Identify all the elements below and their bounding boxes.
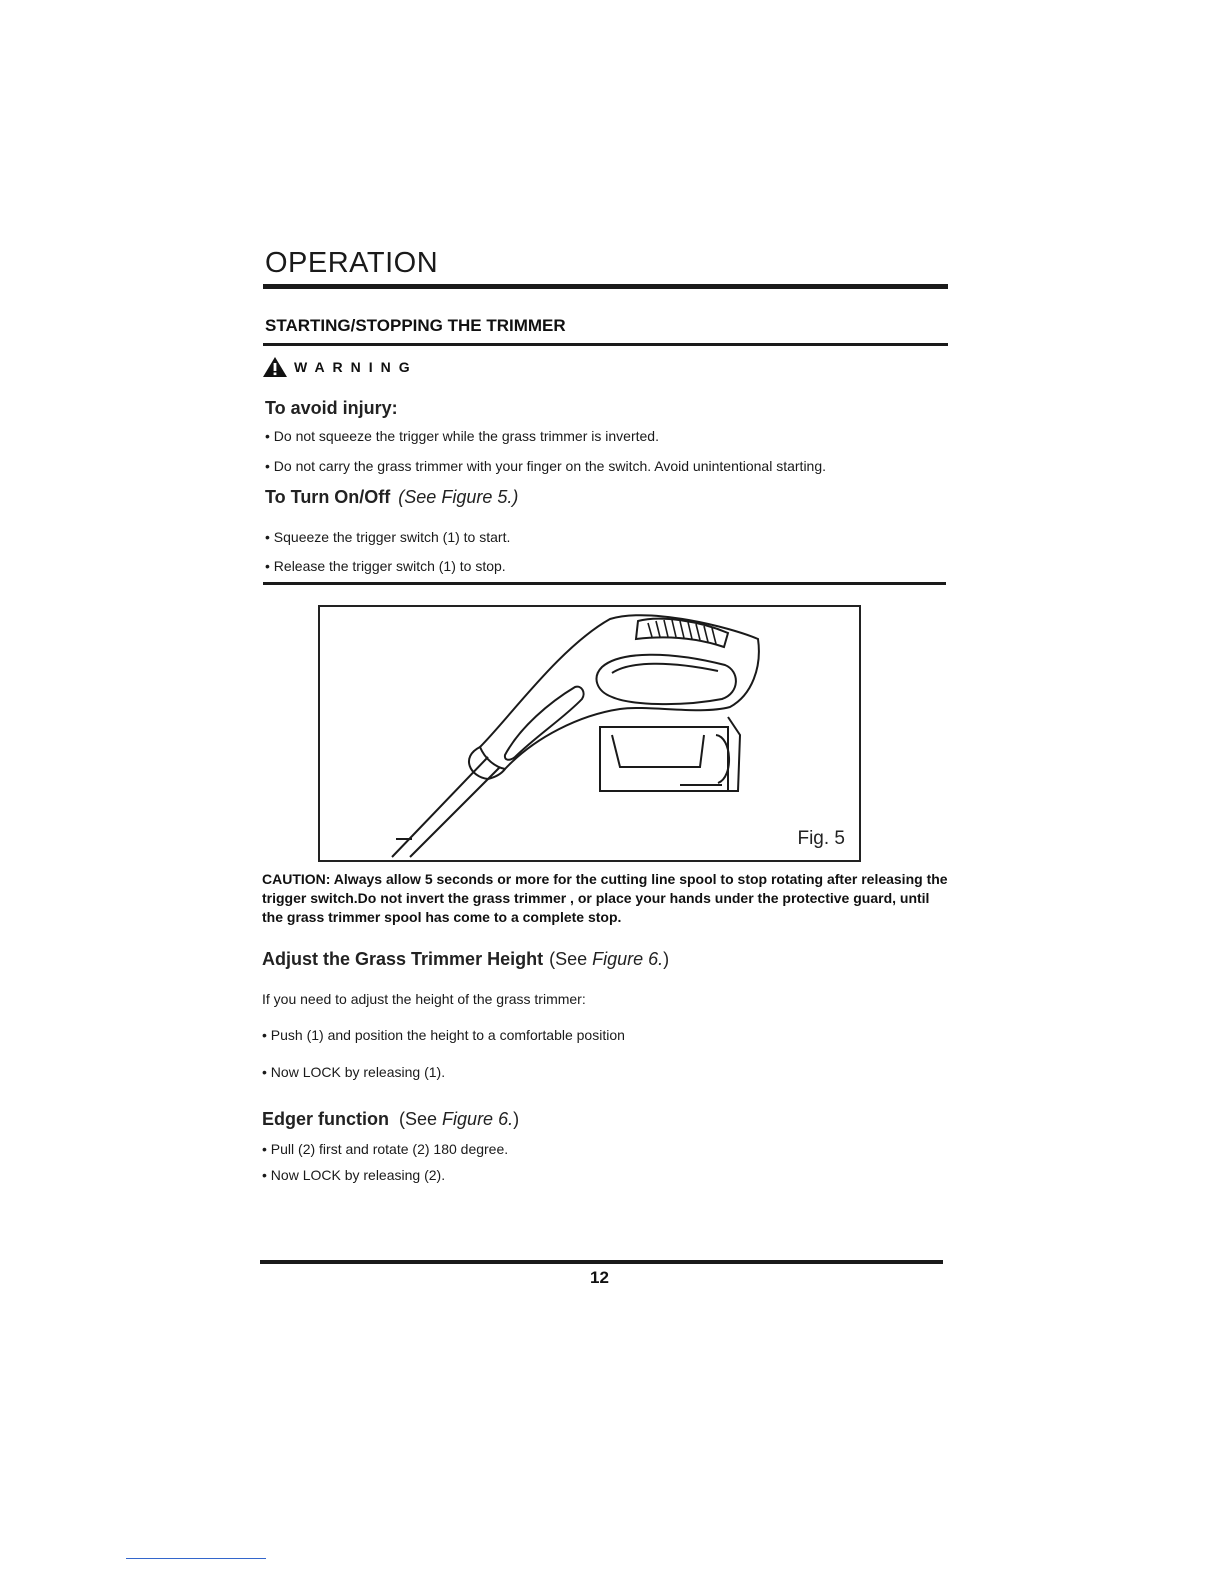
ref-figure: Figure 6. bbox=[592, 949, 664, 969]
turn-on-off-title: To Turn On/Off bbox=[265, 487, 391, 507]
figure-label: Fig. 5 bbox=[797, 828, 845, 849]
adjust-height-title: Adjust the Grass Trimmer Height bbox=[262, 949, 544, 969]
figure-6-reference bbox=[399, 1109, 519, 1129]
warning-triangle-icon bbox=[262, 356, 288, 378]
warning-banner bbox=[262, 354, 418, 380]
figure-5 bbox=[318, 605, 861, 862]
caution-paragraph: CAUTION: Always allow 5 seconds or more for the cutting line spool to stop rotating after releasing the trigger switch.Do not invert the grass trimmer , or place your hands under the protective guard, until the grass trimmer spool has come to a complete stop. bbox=[262, 871, 948, 925]
figure-5-reference: (See Figure 5.) bbox=[398, 487, 519, 507]
footer-rule bbox=[260, 1260, 943, 1264]
height-bullet: • Push (1) and position the height to a comfortable position bbox=[262, 1027, 625, 1043]
avoid-bullet: • Do not squeeze the trigger while the grass trimmer is inverted. bbox=[265, 428, 659, 444]
section-rule bbox=[263, 284, 948, 289]
onoff-rule bbox=[263, 582, 946, 585]
figure-6-reference bbox=[549, 949, 669, 969]
subsection-rule bbox=[263, 343, 948, 346]
onoff-bullet: • Squeeze the trigger switch (1) to start. bbox=[265, 529, 511, 545]
ref-open: (See bbox=[399, 1109, 438, 1129]
scan-edge-line bbox=[126, 1558, 266, 1559]
ref-close: ) bbox=[513, 1109, 520, 1129]
turn-on-off-heading bbox=[265, 487, 518, 508]
height-intro: If you need to adjust the height of the grass trimmer: bbox=[262, 991, 586, 1007]
avoid-injury-heading: To avoid injury: bbox=[265, 398, 398, 418]
trimmer-handle-illustration bbox=[320, 607, 859, 860]
edger-bullet: • Now LOCK by releasing (2). bbox=[262, 1167, 446, 1183]
subsection-title: STARTING/STOPPING THE TRIMMER bbox=[265, 316, 566, 335]
onoff-bullet: • Release the trigger switch (1) to stop. bbox=[265, 558, 506, 574]
edger-heading bbox=[262, 1109, 519, 1130]
avoid-bullet: • Do not carry the grass trimmer with your finger on the switch. Avoid unintentional starting. bbox=[265, 458, 827, 474]
height-bullet: • Now LOCK by releasing (1). bbox=[262, 1064, 446, 1080]
warning-label: WARNING bbox=[294, 359, 418, 375]
page-number: 12 bbox=[590, 1268, 609, 1287]
ref-close: ) bbox=[663, 949, 670, 969]
ref-open: (See bbox=[549, 949, 588, 969]
section-title: OPERATION bbox=[265, 247, 439, 279]
edger-bullet: • Pull (2) first and rotate (2) 180 degree. bbox=[262, 1141, 509, 1157]
ref-figure: Figure 6. bbox=[442, 1109, 514, 1129]
edger-title: Edger function bbox=[262, 1109, 389, 1129]
adjust-height-heading bbox=[262, 949, 669, 970]
